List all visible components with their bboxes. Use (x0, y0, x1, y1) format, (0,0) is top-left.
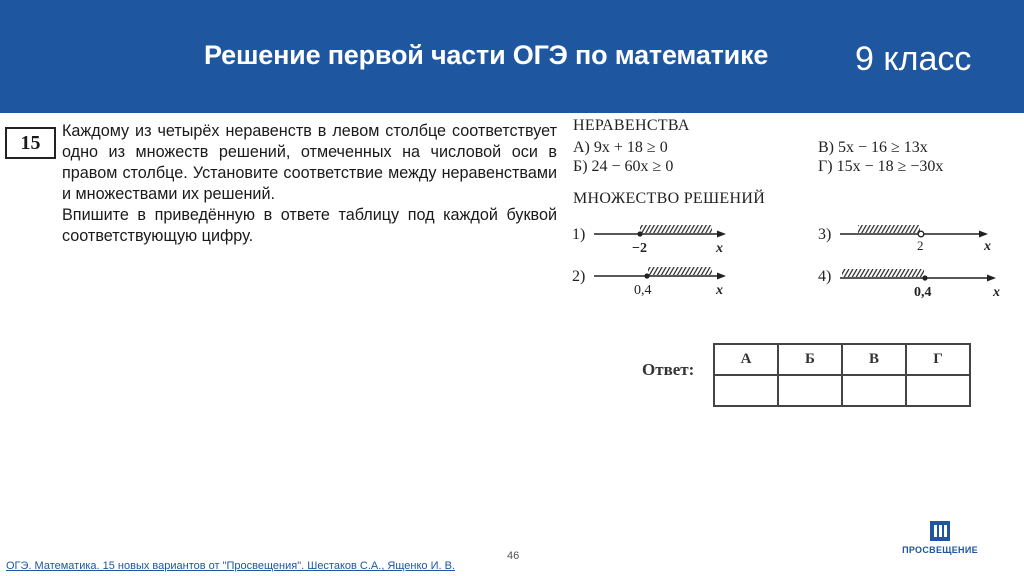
point-label: 0,4 (914, 285, 932, 300)
inequality-label: Г) (818, 158, 833, 175)
point-label: 2 (917, 238, 924, 253)
solid-point (922, 275, 927, 280)
answer-col-b: Б (778, 344, 842, 375)
inequality-a (573, 139, 668, 157)
task-paragraph-2: Впишите в приведённую в ответе таблицу под каждой буквой соответствующую цифру. (62, 206, 557, 245)
axis-var: x (984, 239, 991, 254)
inequality-v (818, 139, 928, 157)
solution-label: 3) (818, 226, 832, 243)
publisher-logo (890, 519, 990, 559)
solid-point (644, 273, 649, 278)
solution-line-3 (818, 225, 991, 254)
header-bar (0, 0, 1024, 113)
answer-cell-v[interactable] (842, 375, 906, 406)
open-point (918, 231, 924, 237)
inequality-expr: 9x + 18 ≥ 0 (593, 139, 668, 156)
task-paragraph-1: Каждому из четырёх неравенств в левом столбце соответствует одно из множеств решений, отмеченных на числовой оси в правом столбце. Установите соответствие между неравенствами и множествами их решений. (62, 122, 557, 203)
inequality-label: А) (573, 139, 590, 156)
logo-text: ПРОСВЕЩЕНИЕ (902, 545, 978, 555)
hatched-region (640, 225, 712, 233)
page-title: Решение первой части ОГЭ по математике (204, 40, 769, 70)
solution-label: 1) (572, 226, 586, 243)
solution-line-1 (572, 225, 726, 256)
answer-table (713, 343, 971, 407)
axis-var: x (993, 285, 1000, 300)
solid-point (637, 231, 642, 236)
answer-cell-a[interactable] (714, 375, 778, 406)
answer-cell-g[interactable] (906, 375, 970, 406)
grade-label: 9 класс (855, 40, 972, 78)
hatched-region (858, 225, 920, 233)
axis-arrow (717, 231, 726, 238)
axis-arrow (987, 275, 996, 282)
answer-col-v: В (842, 344, 906, 375)
inequality-expr: 24 − 60x ≥ 0 (591, 158, 674, 175)
answer-col-a: А (714, 344, 778, 375)
solution-line-4 (818, 268, 1000, 300)
inequality-label: Б) (573, 158, 588, 175)
inequalities-heading: НЕРАВЕНСТВА (573, 117, 690, 134)
axis-var: x (716, 283, 723, 298)
number-lines (570, 210, 1010, 310)
inequality-expr: 5x − 16 ≥ 13x (838, 139, 928, 156)
logo-icon (928, 519, 952, 543)
task-text (62, 121, 557, 247)
solution-line-2 (572, 267, 726, 298)
inequality-expr: 15x − 18 ≥ −30x (836, 158, 944, 175)
point-label: 0,4 (634, 283, 652, 298)
answer-label: Ответ: (642, 360, 695, 379)
inequality-b (573, 158, 673, 176)
footer-link[interactable]: ОГЭ. Математика. 15 новых вариантов от "Просвещения". Шестаков С.А., Ященко И. В. (6, 560, 456, 572)
page-number: 46 (507, 550, 520, 562)
axis-arrow (979, 231, 988, 238)
answer-cell-b[interactable] (778, 375, 842, 406)
axis-var: x (716, 241, 723, 256)
task-number: 15 (5, 127, 56, 159)
hatched-region (842, 269, 924, 277)
solution-label: 2) (572, 268, 586, 285)
hatched-region (648, 267, 712, 275)
solutions-heading: МНОЖЕСТВО РЕШЕНИЙ (573, 190, 766, 207)
inequality-label: В) (818, 139, 834, 156)
solution-label: 4) (818, 268, 832, 285)
axis-arrow (717, 273, 726, 280)
inequality-g (818, 158, 943, 176)
answer-col-g: Г (906, 344, 970, 375)
point-label: −2 (632, 241, 647, 256)
